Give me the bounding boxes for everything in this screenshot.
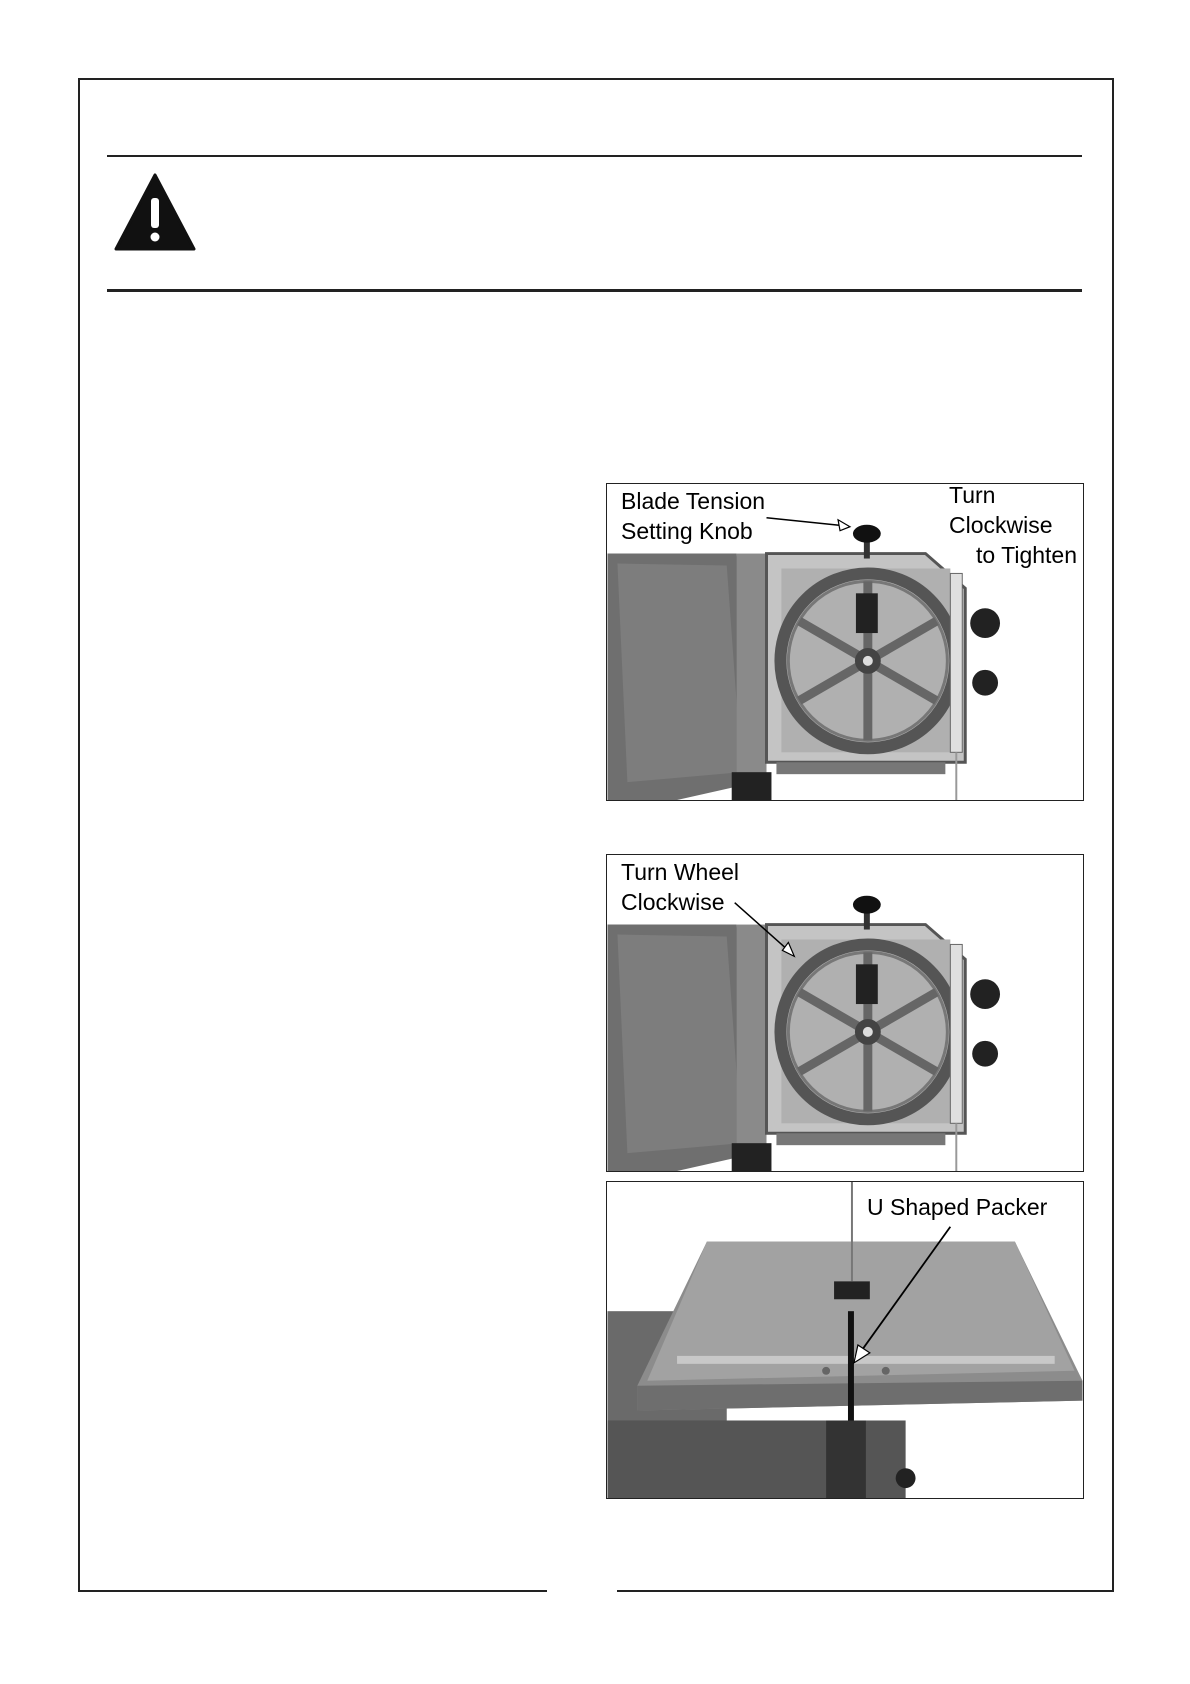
figure-u-shaped-packer bbox=[606, 1181, 1084, 1499]
figure-turn-wheel bbox=[606, 854, 1084, 1172]
label-to-tighten: to Tighten bbox=[976, 542, 1078, 568]
bandsaw-table-photo bbox=[607, 1182, 1083, 1498]
footer-gap bbox=[547, 1588, 617, 1596]
warning-triangle-icon bbox=[114, 172, 196, 252]
label-setting-knob: Setting Knob bbox=[621, 518, 753, 544]
label-u-shaped-packer: U Shaped Packer bbox=[867, 1194, 1048, 1220]
header-rule-bottom bbox=[107, 289, 1082, 292]
label-turn: Turn bbox=[949, 483, 996, 508]
label-turn-wheel: Turn Wheel bbox=[621, 859, 740, 885]
label-blade-tension: Blade Tension bbox=[621, 488, 766, 514]
label-clockwise: Clockwise bbox=[949, 512, 1053, 538]
figure-blade-tension bbox=[606, 483, 1084, 801]
label-clockwise-wheel: Clockwise bbox=[621, 889, 725, 915]
header-rule-top bbox=[107, 155, 1082, 157]
